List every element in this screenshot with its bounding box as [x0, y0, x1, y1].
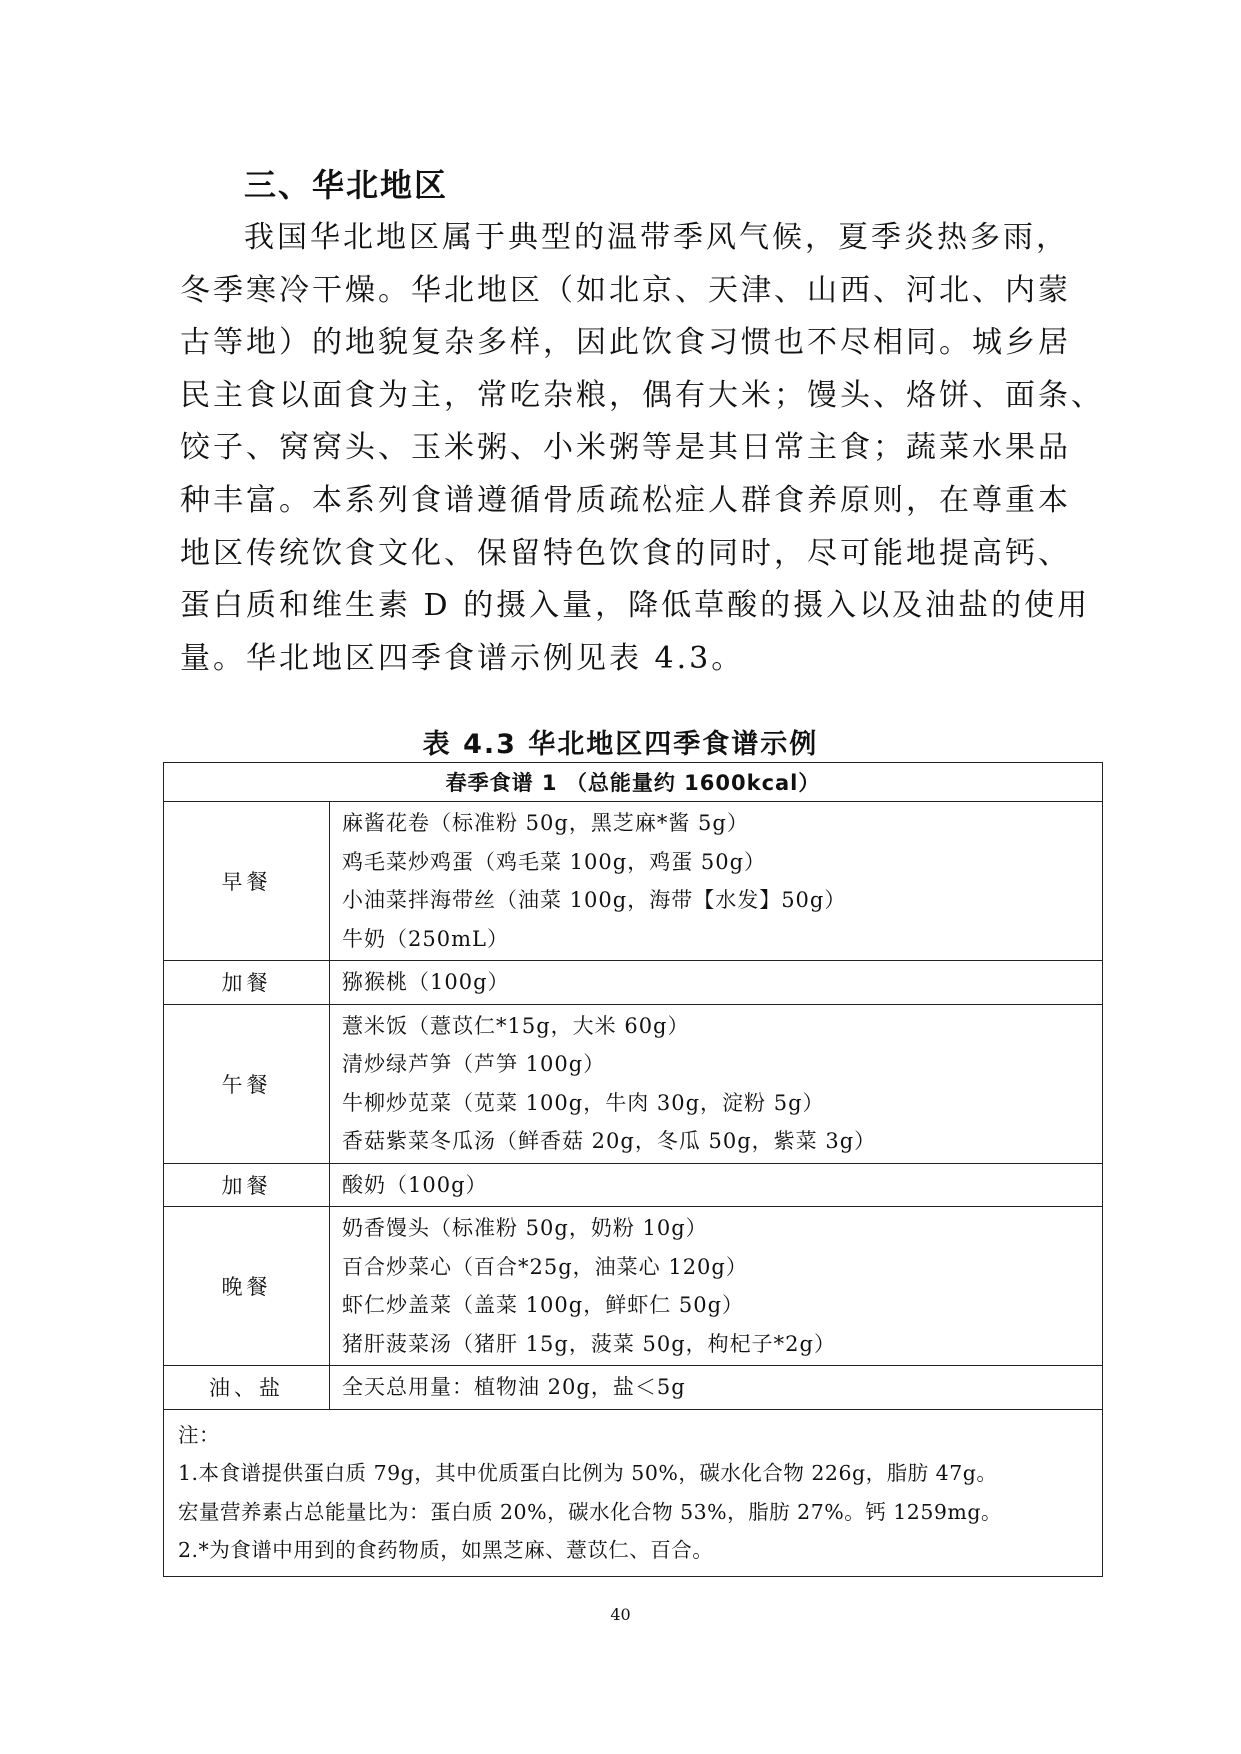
dish-item: 猪肝菠菜汤（猪肝 15g，菠菜 50g，枸杞子*2g）	[342, 1331, 836, 1356]
recipe-table	[163, 762, 1103, 1577]
dish-item: 奶香馒头（标准粉 50g，奶粉 10g）	[342, 1216, 708, 1240]
table-caption-row	[164, 763, 1103, 802]
paragraph-line: 量。华北地区四季食谱示例见表 4.3。	[180, 640, 745, 676]
note-line: 宏量营养素占总能量比为：蛋白质 20%，碳水化合物 53%，脂肪 27%。钙 1259mg。	[178, 1499, 1002, 1524]
body-paragraph	[180, 212, 1104, 685]
table-caption: 春季食谱 1 （总能量约 1600kcal）	[164, 763, 1103, 802]
paragraph-line: 古等地）的地貌复杂多样，因此饮食习惯也不尽相同。城乡居	[180, 325, 1071, 361]
dish-item: 清炒绿芦笋（芦笋 100g）	[342, 1052, 606, 1076]
paragraph-line: 我国华北地区属于典型的温带季风气候，夏季炎热多雨，	[244, 220, 1069, 255]
dish-item: 全天总用量：植物油 20g，盐＜5g	[342, 1375, 686, 1399]
meal-name: 早餐	[164, 802, 330, 961]
dish-item: 百合炒菜心（百合*25g，油菜心 120g）	[342, 1254, 748, 1279]
meal-name: 加餐	[164, 961, 330, 1005]
table-row	[164, 1004, 1103, 1163]
dish-list	[330, 1163, 1103, 1207]
meal-name: 油、盐	[164, 1366, 330, 1410]
dish-list	[330, 961, 1103, 1005]
paragraph-line: 种丰富。本系列食谱遵循骨质疏松症人群食养原则，在尊重本	[180, 482, 1071, 518]
table-notes	[164, 1409, 1103, 1576]
dish-list	[330, 1366, 1103, 1410]
dish-item: 虾仁炒盖菜（盖菜 100g，鲜虾仁 50g）	[342, 1293, 745, 1317]
dish-item: 鸡毛菜炒鸡蛋（鸡毛菜 100g，鸡蛋 50g）	[342, 849, 767, 874]
paragraph-line: 蛋白质和维生素 D 的摄入量，降低草酸的摄入以及油盐的使用	[180, 588, 1091, 624]
dish-list	[330, 802, 1103, 961]
dish-item: 小油菜拌海带丝（油菜 100g，海带【水发】50g）	[342, 888, 847, 912]
dish-item: 牛奶（250mL）	[342, 926, 509, 951]
table-row	[164, 802, 1103, 961]
dish-item: 酸奶（100g）	[342, 1172, 488, 1197]
table-notes-row	[164, 1409, 1103, 1576]
dish-item: 牛柳炒苋菜（苋菜 100g，牛肉 30g，淀粉 5g）	[342, 1090, 825, 1115]
page-number: 40	[610, 1605, 631, 1624]
note-line: 注：	[178, 1422, 220, 1447]
dish-list	[330, 1004, 1103, 1163]
note-line: 2.*为食谱中用到的食药物质，如黑芝麻、薏苡仁、百合。	[178, 1538, 714, 1562]
table-row	[164, 961, 1103, 1005]
paragraph-line: 地区传统饮食文化、保留特色饮食的同时，尽可能地提高钙、	[180, 535, 1071, 571]
dish-item: 香菇紫菜冬瓜汤（鲜香菇 20g，冬瓜 50g，紫菜 3g）	[342, 1129, 877, 1153]
meal-name: 晚餐	[164, 1207, 330, 1366]
dish-item: 麻酱花卷（标准粉 50g，黑芝麻*酱 5g）	[342, 811, 749, 835]
meal-name: 加餐	[164, 1163, 330, 1207]
paragraph-line: 冬季寒冷干燥。华北地区（如北京、天津、山西、河北、内蒙	[180, 272, 1071, 308]
section-heading: 三、华北地区	[244, 166, 449, 204]
table-row	[164, 1207, 1103, 1366]
dish-item: 猕猴桃（100g）	[342, 970, 510, 994]
table-row	[164, 1163, 1103, 1207]
dish-list	[330, 1207, 1103, 1366]
meal-name: 午餐	[164, 1004, 330, 1163]
paragraph-line: 民主食以面食为主，常吃杂粮，偶有大米；馒头、烙饼、面条、	[180, 377, 1104, 413]
table-title: 表 4.3 华北地区四季食谱示例	[422, 729, 819, 760]
table-row	[164, 1366, 1103, 1410]
note-line: 1.本食谱提供蛋白质 79g，其中优质蛋白比例为 50%，碳水化合物 226g，脂肪 47g。	[178, 1461, 998, 1485]
paragraph-line: 饺子、窝窝头、玉米粥、小米粥等是其日常主食；蔬菜水果品	[180, 430, 1071, 466]
dish-item: 薏米饭（薏苡仁*15g，大米 60g）	[342, 1013, 690, 1038]
